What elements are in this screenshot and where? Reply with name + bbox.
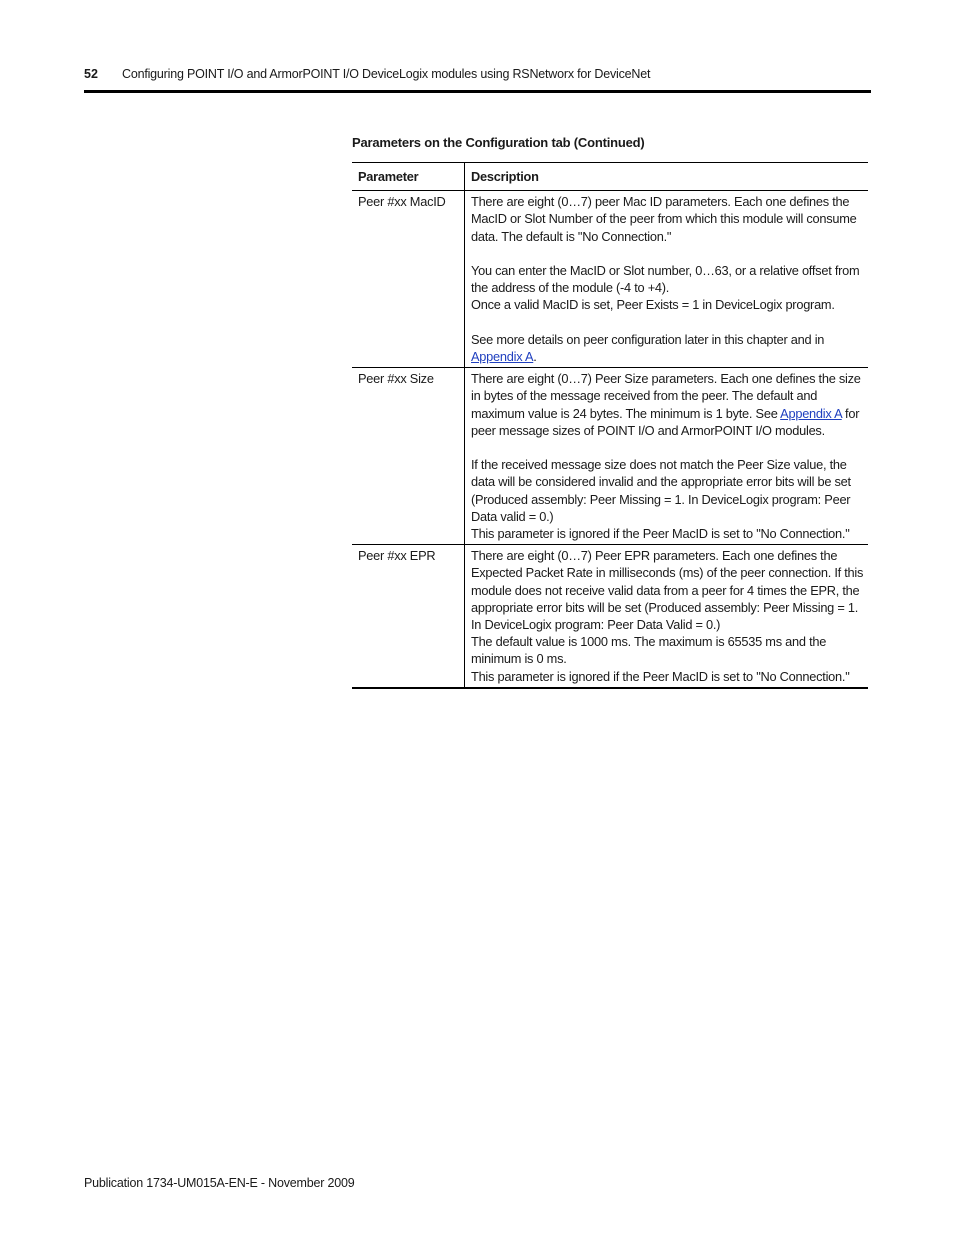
running-title: Configuring POINT I/O and ArmorPOINT I/O DeviceLogix modules using RSNetworx for DeviceNet xyxy=(122,67,651,81)
page-footer: Publication 1734-UM015A-EN-E - November 2009 xyxy=(84,1176,355,1190)
description-paragraph: If the received message size does not match the Peer Size value, the data will be considered invalid and the appropriate error bits will be set (Produced assembly: Peer Missing = 1. In DeviceLogix program: Peer Data valid = 0.) xyxy=(471,457,851,524)
description-paragraph: This parameter is ignored if the Peer MacID is set to "No Connection." xyxy=(471,668,850,684)
description-paragraph: There are eight (0…7) Peer EPR parameters. Each one defines the Expected Packet Rate in milliseconds (ms) of the peer connection. If this module does not receive valid data from a peer for 4 times the EPR, the appropriate error bits will be set (Produced assembly: Peer Missing = 1. In DeviceLogix program: Peer Data Valid = 0.) xyxy=(471,548,864,633)
column-header-description: Description xyxy=(465,163,869,191)
description-paragraph: This parameter is ignored if the Peer MacID is set to "No Connection." xyxy=(471,526,850,542)
description-paragraph xyxy=(471,331,864,365)
description-text: for peer message sizes of POINT I/O and ArmorPOINT I/O modules. xyxy=(471,405,860,438)
table-row-peer-size xyxy=(352,368,868,545)
description-paragraph xyxy=(471,370,864,439)
appendix-a-link[interactable]: Appendix A xyxy=(780,405,842,421)
page-header xyxy=(84,66,871,93)
page-number: 52 xyxy=(84,67,98,81)
description-paragraph: The default value is 1000 ms. The maximum is 65535 ms and the minimum is 0 ms. xyxy=(471,634,827,667)
description-paragraph: There are eight (0…7) peer Mac ID parameters. Each one defines the MacID or Slot Number of the peer from which this module will consume data. The default is "No Connection." xyxy=(471,194,857,244)
description-text: See more details on peer configuration later in this chapter and in xyxy=(471,331,825,347)
parameter-description xyxy=(465,545,869,688)
description-text: There are eight (0…7) Peer Size parameters. Each one defines the size in bytes of the message received from the peer. The default and maximum value is 24 bytes. The minimum is 1 byte. See xyxy=(471,371,861,421)
parameter-description xyxy=(465,191,869,368)
parameter-name: Peer #xx Size xyxy=(352,368,465,545)
table-row-peer-epr xyxy=(352,545,868,688)
description-paragraph: Once a valid MacID is set, Peer Exists = 1 in DeviceLogix program. xyxy=(471,297,835,313)
parameter-description xyxy=(465,368,869,545)
parameter-name: Peer #xx EPR xyxy=(352,545,465,688)
table-row-peer-macid xyxy=(352,191,868,368)
parameter-name: Peer #xx MacID xyxy=(352,191,465,368)
column-header-parameter: Parameter xyxy=(352,163,465,191)
table-header-row xyxy=(352,163,868,191)
description-paragraph: You can enter the MacID or Slot number, 0…63, or a relative offset from the address of the module (-4 to +4). xyxy=(471,263,860,296)
parameters-table xyxy=(352,162,868,689)
appendix-a-link[interactable]: Appendix A xyxy=(471,349,534,364)
table-caption: Parameters on the Configuration tab (Continued) xyxy=(352,135,645,150)
description-text: . xyxy=(533,349,537,364)
